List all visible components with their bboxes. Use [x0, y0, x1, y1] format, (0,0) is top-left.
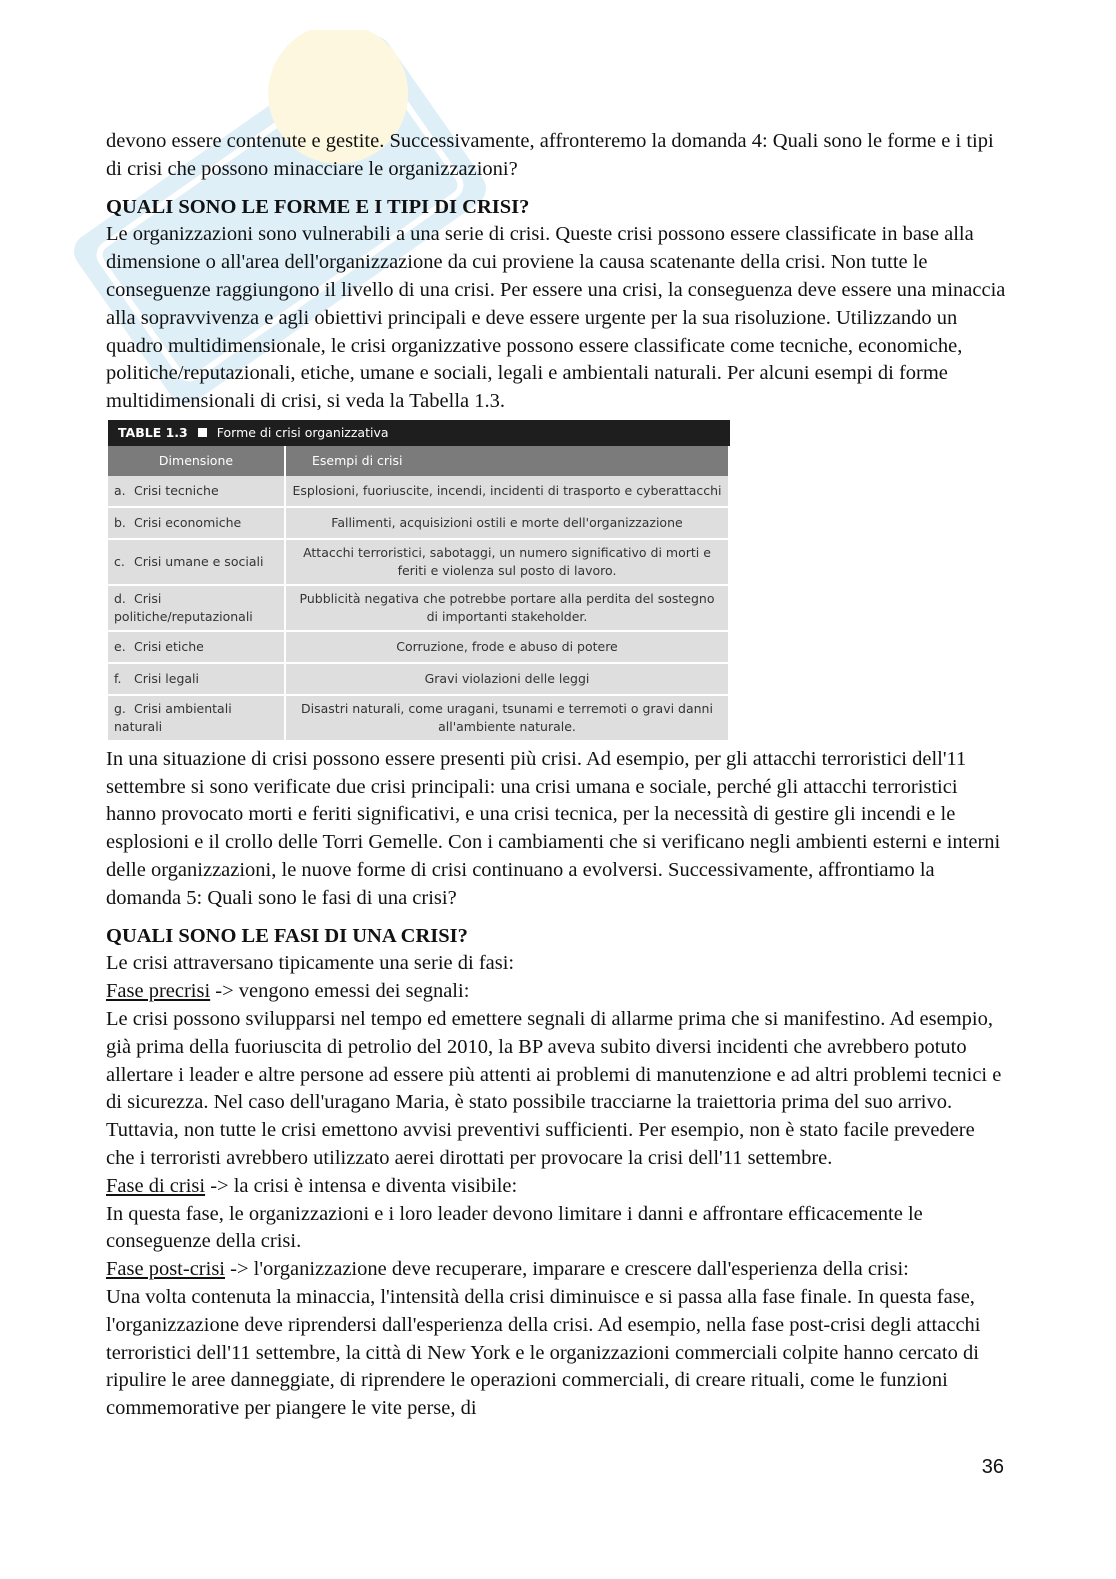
phase-body: Una volta contenuta la minaccia, l'intensità della crisi diminuisce e si passa alla fase finale. In questa fase, l'organizzazione deve riprendersi dall'esperienza della crisi. Ad esempio, nella fase post-crisi degli attacchi terroristici dell'11 settembre, la città di New York e le organizzazioni commerciali colpite hanno cercato di ripulire le aree danneggiate, di riprendere le operazioni commerciali, di creare rituali, come le funzioni commemorative per piangere le vite perse, di — [106, 1285, 981, 1420]
square-bullet-icon — [198, 428, 207, 437]
row-dimension: Crisi ambientali naturali — [114, 700, 232, 734]
phase-title — [106, 1173, 1006, 1201]
row-dimension: Crisi umane e sociali — [134, 553, 264, 569]
phase-title — [106, 1256, 1006, 1284]
row-letter: c. — [114, 553, 125, 569]
row-examples: Disastri naturali, come uragani, tsunami e terremoti o gravi danni all'ambiente naturale. — [285, 695, 729, 741]
row-letter: a. — [114, 482, 126, 498]
row-dimension: Crisi legali — [134, 670, 200, 686]
row-dimension: Crisi tecniche — [134, 482, 219, 498]
phase-name: Fase precrisi — [106, 980, 211, 1003]
table-row — [108, 585, 729, 631]
phase-title — [106, 978, 1006, 1006]
row-letter: b. — [114, 514, 126, 530]
table-number: TABLE 1.3 — [118, 425, 188, 441]
section-body-forms: Le organizzazioni sono vulnerabili a una serie di crisi. Queste crisi possono essere classificate in base alla dimensione o all'area dell'organizzazione da cui proviene la causa scatenante della crisi. Non tutte le conseguenze raggiungono il livello di una crisi. Per essere una crisi, la conseguenza deve essere una minaccia alla sopravvivenza e agli obiettivi principali e deve essere urgente per la sua risoluzione. Utilizzando un quadro multidimensionale, le crisi organizzative possono essere classificate come tecniche, economiche, politiche/reputazionali, etiche, umane e sociali, legali e ambientali naturali. Per alcuni esempi di forme multidimensionali di crisi, si veda la Tabella 1.3. — [106, 223, 1006, 413]
row-examples: Esplosioni, fuoriuscite, incendi, incidenti di trasporto e cyberattacchi — [285, 476, 729, 507]
page-content — [106, 128, 1006, 1423]
table-row — [108, 631, 729, 663]
table-header-examples: Esempi di crisi — [285, 446, 729, 476]
row-examples: Corruzione, frode e abuso di potere — [285, 631, 729, 663]
row-examples: Gravi violazioni delle leggi — [285, 663, 729, 695]
table-header-dimension: Dimensione — [108, 446, 285, 476]
table-title: Forme di crisi organizzativa — [216, 425, 389, 441]
row-examples: Pubblicità negativa che potrebbe portare alla perdita del sostegno di importanti stakeholder. — [285, 585, 729, 631]
row-letter: d. — [114, 590, 126, 606]
row-dimension: Crisi etiche — [134, 638, 204, 654]
section-heading-forms: QUALI SONO LE FORME E I TIPI DI CRISI? — [106, 195, 530, 218]
intro-paragraph: devono essere contenute e gestite. Successivamente, affronteremo la domanda 4: Quali sono le forme e i tipi di crisi che possono minacciare le organizzazioni? — [106, 130, 994, 180]
phase-name: Fase di crisi — [106, 1174, 206, 1197]
section-heading-phases: QUALI SONO LE FASI DI UNA CRISI? — [106, 924, 468, 947]
table-row — [108, 695, 729, 741]
phase-desc: -> l'organizzazione deve recuperare, imparare e crescere dall'esperienza della crisi: — [225, 1258, 909, 1281]
phase-body: Le crisi possono svilupparsi nel tempo ed emettere segnali di allarme prima che si manifestino. Ad esempio, già prima della fuoriuscita di petrolio del 2010, la BP aveva subito diversi incidenti che avrebbero potuto allertare i leader e altre persone ad essere più attenti ai problemi di manutenzione e ad altri problemi tecnici e di sicurezza. Nel caso dell'uragano Maria, è stato possibile tracciarne la traiettoria prima del suo arrivo. Tuttavia, non tutte le crisi emettono avvisi preventivi sufficienti. Per esempio, non è stato facile prevedere che i terroristi avrebbero utilizzato aerei dirottati per provocare la crisi dell'11 settembre. — [106, 1007, 1002, 1169]
row-examples: Fallimenti, acquisizioni ostili e morte dell'organizzazione — [285, 507, 729, 539]
phase-desc: -> vengono emessi dei segnali: — [210, 980, 470, 1003]
table-row — [108, 539, 729, 585]
phase-body: In questa fase, le organizzazioni e i loro leader devono limitare i danni e affrontare efficacemente le conseguenze della crisi. — [106, 1202, 923, 1253]
after-table-paragraph: In una situazione di crisi possono essere presenti più crisi. Ad esempio, per gli attacchi terroristici dell'11 settembre si sono verificate due crisi principali: una crisi umana e sociale, perché gli attacchi terroristici hanno provocato morti e feriti significativi, e una crisi tecnica, per la necessità di gestire gli incendi e le esplosioni e il crollo delle Torri Gemelle. Con i cambiamenti che si verificano negli ambienti esterni e interni delle organizzazioni, le nuove forme di crisi continuano a evolversi. Successivamente, affrontiamo la domanda 5: Quali sono le fasi di una crisi? — [106, 747, 1001, 909]
row-letter: f. — [114, 670, 122, 686]
row-letter: g. — [114, 700, 126, 716]
table-caption — [108, 420, 730, 446]
row-letter: e. — [114, 638, 126, 654]
phase-name: Fase post-crisi — [106, 1258, 225, 1281]
phases-lead: Le crisi attraversano tipicamente una serie di fasi: — [106, 952, 515, 975]
phase-desc: -> la crisi è intensa e diventa visibile: — [205, 1174, 518, 1197]
table-row — [108, 663, 729, 695]
row-dimension: Crisi politiche/reputazionali — [114, 590, 253, 624]
crisis-forms-table — [108, 420, 730, 742]
row-dimension: Crisi economiche — [134, 514, 242, 530]
table-row — [108, 507, 729, 539]
row-examples: Attacchi terroristici, sabotaggi, un numero significativo di morti e feriti e violenza sul posto di lavoro. — [285, 539, 729, 585]
table-row — [108, 476, 729, 507]
page-number: 36 — [981, 1456, 1004, 1478]
